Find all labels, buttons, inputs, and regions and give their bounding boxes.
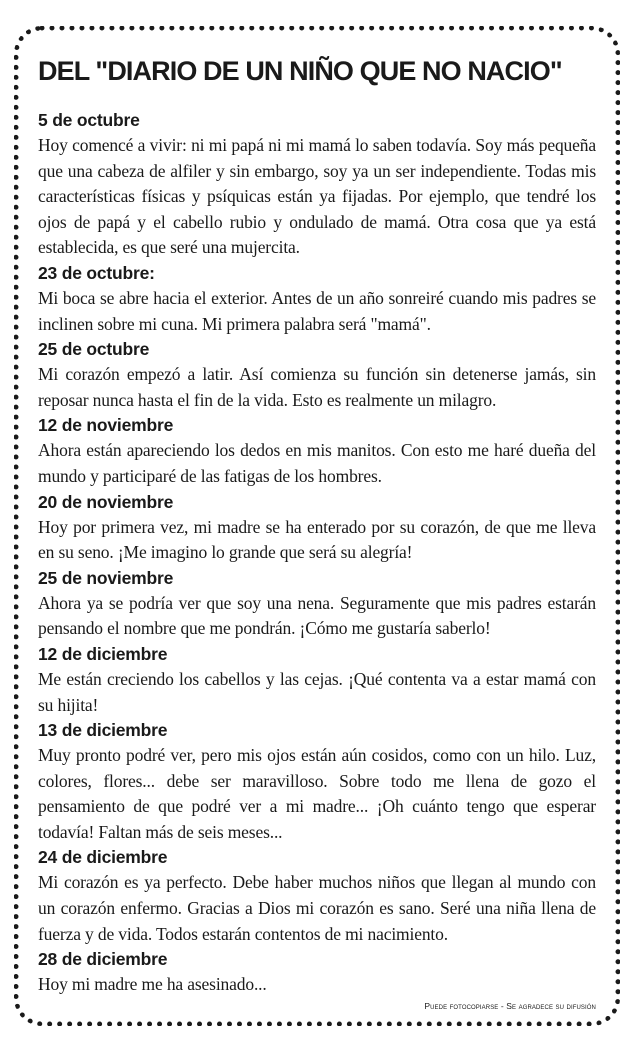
entry-date: 13 de diciembre <box>38 720 168 741</box>
document-body <box>38 52 596 998</box>
diary-entry <box>38 947 596 998</box>
entry-text: Mi corazón es ya perfecto. Debe haber muchos niños que llegan al mundo con un corazón enfermo. Gracias a Dios mi corazón es sano. Seré una niña llena de fuerza y de vida. Todos estarán contentos de mi nacimiento. <box>38 872 596 944</box>
diary-entry <box>38 413 596 489</box>
diary-entry <box>38 490 596 566</box>
entry-date: 24 de diciembre <box>38 847 168 868</box>
entry-text: Ahora ya se podría ver que soy una nena. Seguramente que mis padres estarán pensando el nombre que me pondrán. ¡Cómo me gustaría saberlo! <box>38 592 596 639</box>
entry-text: Muy pronto podré ver, pero mis ojos están aún cosidos, como con un hilo. Luz, colores, flores... debe ser maravilloso. Sobre todo me llena de gozo el pensamiento de que podré ver a mi madre... ¡Oh cuánto tengo que esperar todavía! Faltan más de seis meses... <box>38 745 596 842</box>
entry-text: Mi boca se abre hacia el exterior. Antes de un año sonreiré cuando mis padres se inclinen sobre mi cuna. Mi primera palabra será "mamá". <box>38 287 596 334</box>
diary-entry <box>38 845 596 947</box>
entry-date: 20 de noviembre <box>38 491 174 512</box>
diary-entry <box>38 337 596 413</box>
footer-note: Puede fotocopiarse - Se agradece su difusión <box>424 1001 596 1011</box>
entry-text: Hoy por primera vez, mi madre se ha enterado por su corazón, de que me lleva en su seno. ¡Me imagino lo grande que será su alegría! <box>38 516 596 563</box>
diary-entry <box>38 642 596 718</box>
entry-text: Mi corazón empezó a latir. Así comienza su función sin detenerse jamás, sin reposar nunca hasta el fin de la vida. Esto es realmente un milagro. <box>38 364 596 410</box>
entry-date: 25 de octubre <box>38 339 150 360</box>
diary-entry <box>38 718 596 845</box>
diary-entry <box>38 566 596 642</box>
entry-text: Ahora están apareciendo los dedos en mis manitos. Con esto me haré dueña del mundo y participaré de las fatigas de los hombres. <box>38 440 596 486</box>
entry-date: 25 de noviembre <box>38 567 174 588</box>
diary-entry <box>38 108 596 261</box>
entry-date: 28 de diciembre <box>38 949 168 970</box>
entry-date: 12 de diciembre <box>38 643 168 664</box>
entry-text: Me están creciendo los cabellos y las cejas. ¡Qué contenta va a estar mamá con su hijita! <box>38 668 596 715</box>
document-title: DEL "DIARIO DE UN NIÑO QUE NO NACIO" <box>38 56 562 86</box>
entry-text: Hoy comencé a vivir: ni mi papá ni mi mamá lo saben todavía. Soy más pequeña que una cabeza de alfiler y sin embargo, soy ya un ser independiente. Todas mis características físicas y psíquicas están ya fijadas. Por ejemplo, que tendré los ojos de papá y el cabello rubio y ondulado de mamá. Otra cosa que ya está establecida, es que seré una mujercita. <box>38 135 596 258</box>
entry-date: 12 de noviembre <box>38 415 174 436</box>
entry-text: Hoy mi madre me ha asesinado... <box>38 974 267 995</box>
diary-entry <box>38 261 596 337</box>
entry-date: 23 de octubre: <box>38 262 155 283</box>
entry-date: 5 de octubre <box>38 110 140 130</box>
